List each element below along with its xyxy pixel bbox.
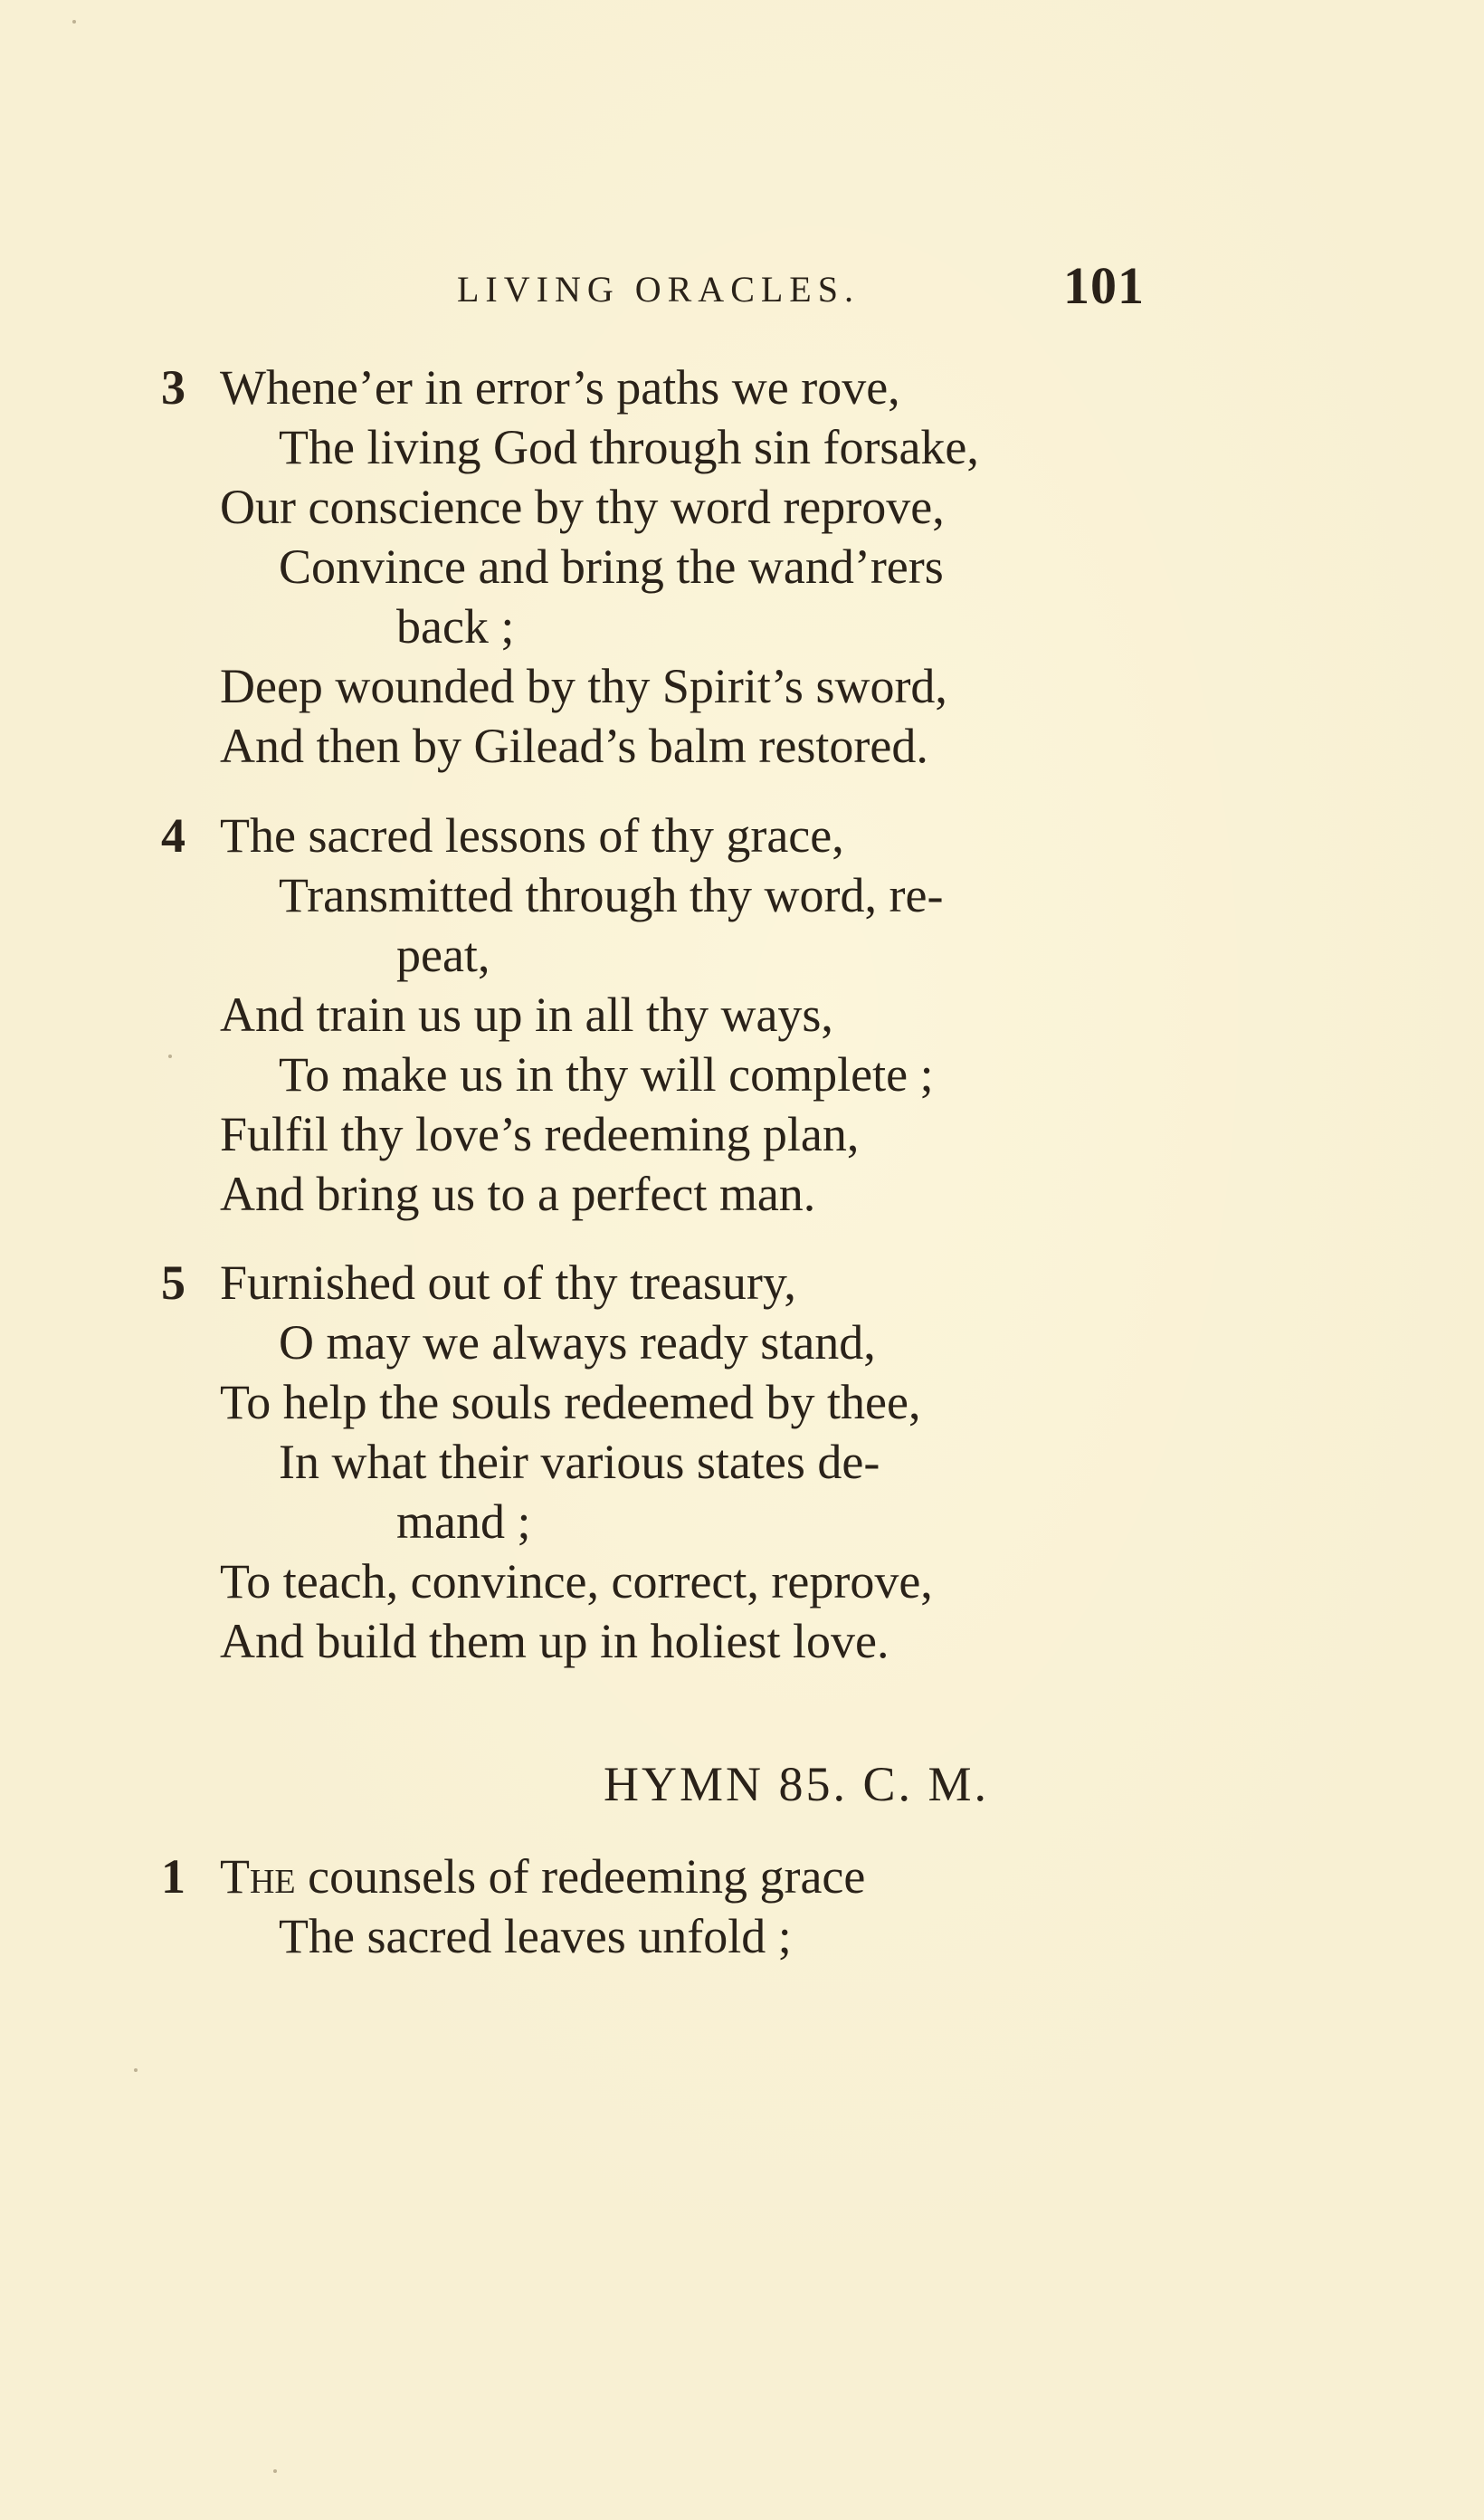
verse-line: And train us up in all thy ways,: [220, 988, 833, 1042]
verse-line: Deep wounded by thy Spirit’s sword,: [220, 659, 947, 713]
verse-line: To teach, convince, correct, reprove,: [220, 1554, 933, 1608]
paper-speck: [168, 1055, 172, 1058]
verse-line: And then by Gilead’s balm restored.: [220, 719, 928, 773]
running-head: [457, 255, 1145, 319]
verse-line: Fulfil thy love’s redeeming plan,: [220, 1107, 860, 1161]
stanza-number: 4: [161, 808, 186, 863]
verse-line: The sacred lessons of thy grace,: [220, 808, 844, 863]
verse-line: Whene’er in error’s paths we rove,: [220, 360, 900, 415]
verse-line: To make us in thy will complete ;: [279, 1047, 934, 1102]
verse-line: Transmitted through thy word, re-: [279, 868, 944, 922]
running-title: LIVING ORACLES.: [457, 269, 860, 310]
paper-speck: [134, 2068, 138, 2072]
verse-line: The sacred leaves unfold ;: [279, 1909, 792, 1963]
verse-line: And build them up in holiest love.: [220, 1614, 889, 1668]
verse-line: Furnished out of thy treasury,: [220, 1255, 796, 1310]
verse-line: O may we always ready stand,: [279, 1315, 876, 1370]
verse-line: The living God through sin forsake,: [279, 420, 979, 474]
verse-line: In what their various states de-: [279, 1435, 880, 1489]
verse-line: peat,: [396, 928, 490, 982]
hymn-heading: HYMN 85. C. M.: [603, 1757, 990, 1811]
verse-line: Convince and bring the wand’rers: [279, 539, 944, 594]
verse-line: mand ;: [396, 1494, 531, 1549]
verse-line: Our conscience by thy word reprove,: [220, 480, 945, 534]
stanza-number: 1: [161, 1849, 186, 1904]
verse-line: [220, 1847, 865, 1906]
stanza-number: 3: [161, 360, 186, 415]
stanza-number: 5: [161, 1255, 186, 1310]
verse-line: To help the souls redeemed by thee,: [220, 1375, 921, 1429]
paper-speck: [273, 2469, 277, 2473]
first-line-rest: counsels of redeeming grace: [295, 1849, 866, 1904]
page-number: 101: [1063, 256, 1145, 315]
first-word: The: [220, 1849, 296, 1904]
verse-line: And bring us to a perfect man.: [220, 1167, 816, 1221]
verse-line: back ;: [396, 599, 515, 654]
paper-speck: [72, 20, 76, 24]
